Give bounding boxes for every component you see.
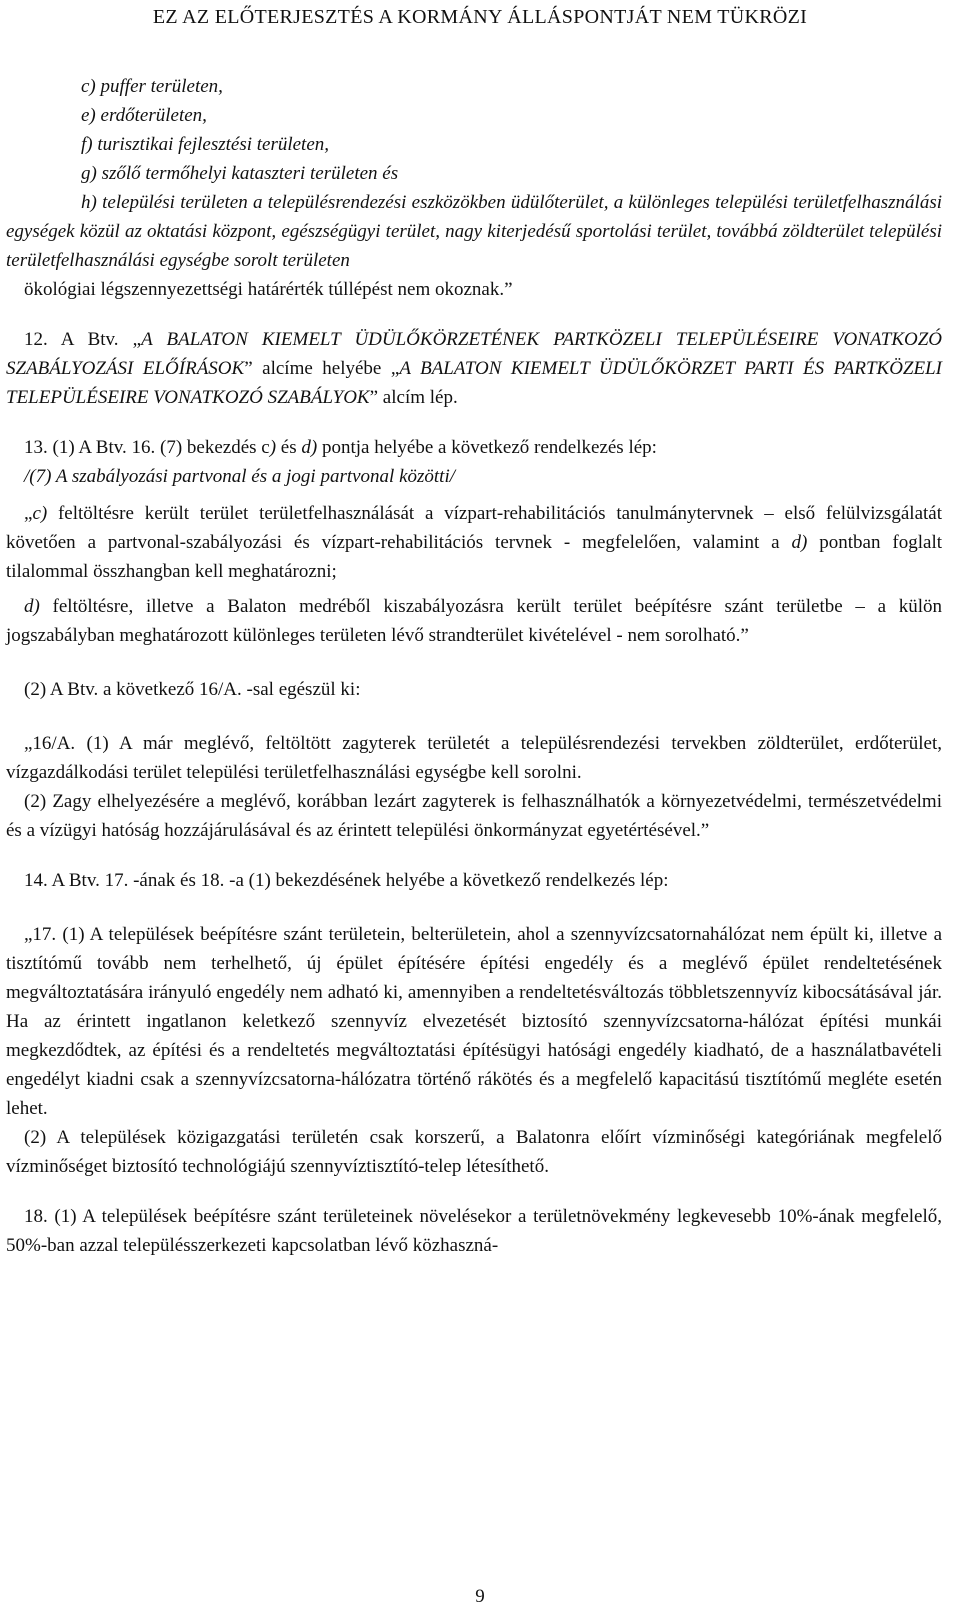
section-13-sub: /(7) A szabályozási partvonal és a jogi partvonal közötti/ xyxy=(24,466,456,487)
list-item-h: h) települési területen a településrendezési eszközökben üdülőterület, a különleges települési területfelhasználási egységek közül az oktatási központ, egészségügyi terület, nagy kiterjedésű sportolási terület, továbbá zöldterület települési területfelhasználási egységbe sorolt területen xyxy=(6,192,942,271)
section-17-1: „17. (1) A települések beépítésre szánt területein, belterületein, ahol a szennyvízcsatornahálózat nem épült ki, illetve a tisztítómű tovább nem terhelhető, új épület építésére építési engedély és a meglévő épület rendeltetésének megváltoztatására irányuló engedély nem adható ki, amennyiben a rendeltetésváltozás többletszennyvíz kibocsátásával jár. Ha az érintett ingatlanon keletkező szennyvíz elvezetését biztosító szennyvízcsatorna-hálózat építési munkái megkezdődtek, az építési és a rendeltetés megváltoztatási építésügyi hatósági engedély kiadható, de a használatbavételi engedélyt kiadni csak a szennyvízcsatorna-hálózatra történő rákötés és a megfelelő kapacitású tisztítómű megléte esetén lehet. xyxy=(6,924,942,1119)
list-tail: ökológiai légszennyezettségi határérték túllépést nem okoznak.” xyxy=(24,279,513,300)
point-d: d) feltöltésre, illetve a Balaton medréből kiszabályozásra került terület beépítésre szánt területbe – a külön jogszabályban meghatározott különleges területen lévő strandterület kivételével - nem sorolható.” xyxy=(6,596,942,646)
list-item-g: g) szőlő termőhelyi kataszteri területen és xyxy=(81,163,399,184)
page-number: 9 xyxy=(475,1586,485,1607)
section-13: 13. (1) A Btv. 16. (7) bekezdés c) és d) pontja helyébe a következő rendelkezés lép: xyxy=(24,437,657,458)
section-17-2: (2) A települések közigazgatási területén csak korszerű, a Balatonra előírt vízminőségi kategóriának megfelelő vízminőséget biztosító technológiájú szennyvíztisztító-telep létesíthető. xyxy=(6,1127,942,1177)
page-header: EZ AZ ELŐTERJESZTÉS A KORMÁNY ÁLLÁSPONTJÁT NEM TÜKRÖZI xyxy=(152,6,808,28)
section-16a-2: (2) Zagy elhelyezésére a meglévő, korábban lezárt zagyterek is felhasználhatók a környezetvédelmi, természetvédelmi és a vízügyi hatóság hozzájárulásával és az érintett települési önkormányzat egyetértésével.” xyxy=(6,791,942,841)
section-18-1: 18. (1) A települések beépítésre szánt területeinek növelésekor a területnövekmény legkevesebb 10%-ának megfelelő, 50%-ban azzal településszerkezeti kapcsolatban lévő közhaszná- xyxy=(6,1206,942,1256)
section-14: 14. A Btv. 17. -ának és 18. -a (1) bekezdésének helyébe a következő rendelkezés lép: xyxy=(24,870,669,891)
section-16a-1: „16/A. (1) A már meglévő, feltöltött zagyterek területét a településrendezési tervekben zöldterület, erdőterület, vízgazdálkodási terület települési területfelhasználási egységbe kell sorolni. xyxy=(6,733,942,783)
list-item-c: c) puffer területen, xyxy=(81,76,223,97)
list-item-e: e) erdőterületen, xyxy=(81,105,207,126)
point-c: „c) feltöltésre került terület területfelhasználását a vízpart-rehabilitációs tanulmánytervnek – első felülvizsgálatát követően a partvonal-szabályozási és vízpart-rehabilitációs tervnek - megfelelően, valamint a d) pontban foglalt tilalommal összhangban kell meghatározni; xyxy=(6,503,942,582)
list-item-f: f) turisztikai fejlesztési területen, xyxy=(81,134,330,155)
section-13-2: (2) A Btv. a következő 16/A. -sal egészül ki: xyxy=(24,679,361,700)
document-body xyxy=(6,72,942,1260)
section-12: 12. A Btv. „A BALATON KIEMELT ÜDÜLŐKÖRZETÉNEK PARTKÖZELI TELEPÜLÉSEIRE VONATKOZÓ SZABÁLYOZÁSI ELŐÍRÁSOK” alcíme helyébe „A BALATON KIEMELT ÜDÜLŐKÖRZET PARTI ÉS PARTKÖZELI TELEPÜLÉSEIRE VONATKOZÓ SZABÁLYOK” alcím lép. xyxy=(6,329,942,408)
